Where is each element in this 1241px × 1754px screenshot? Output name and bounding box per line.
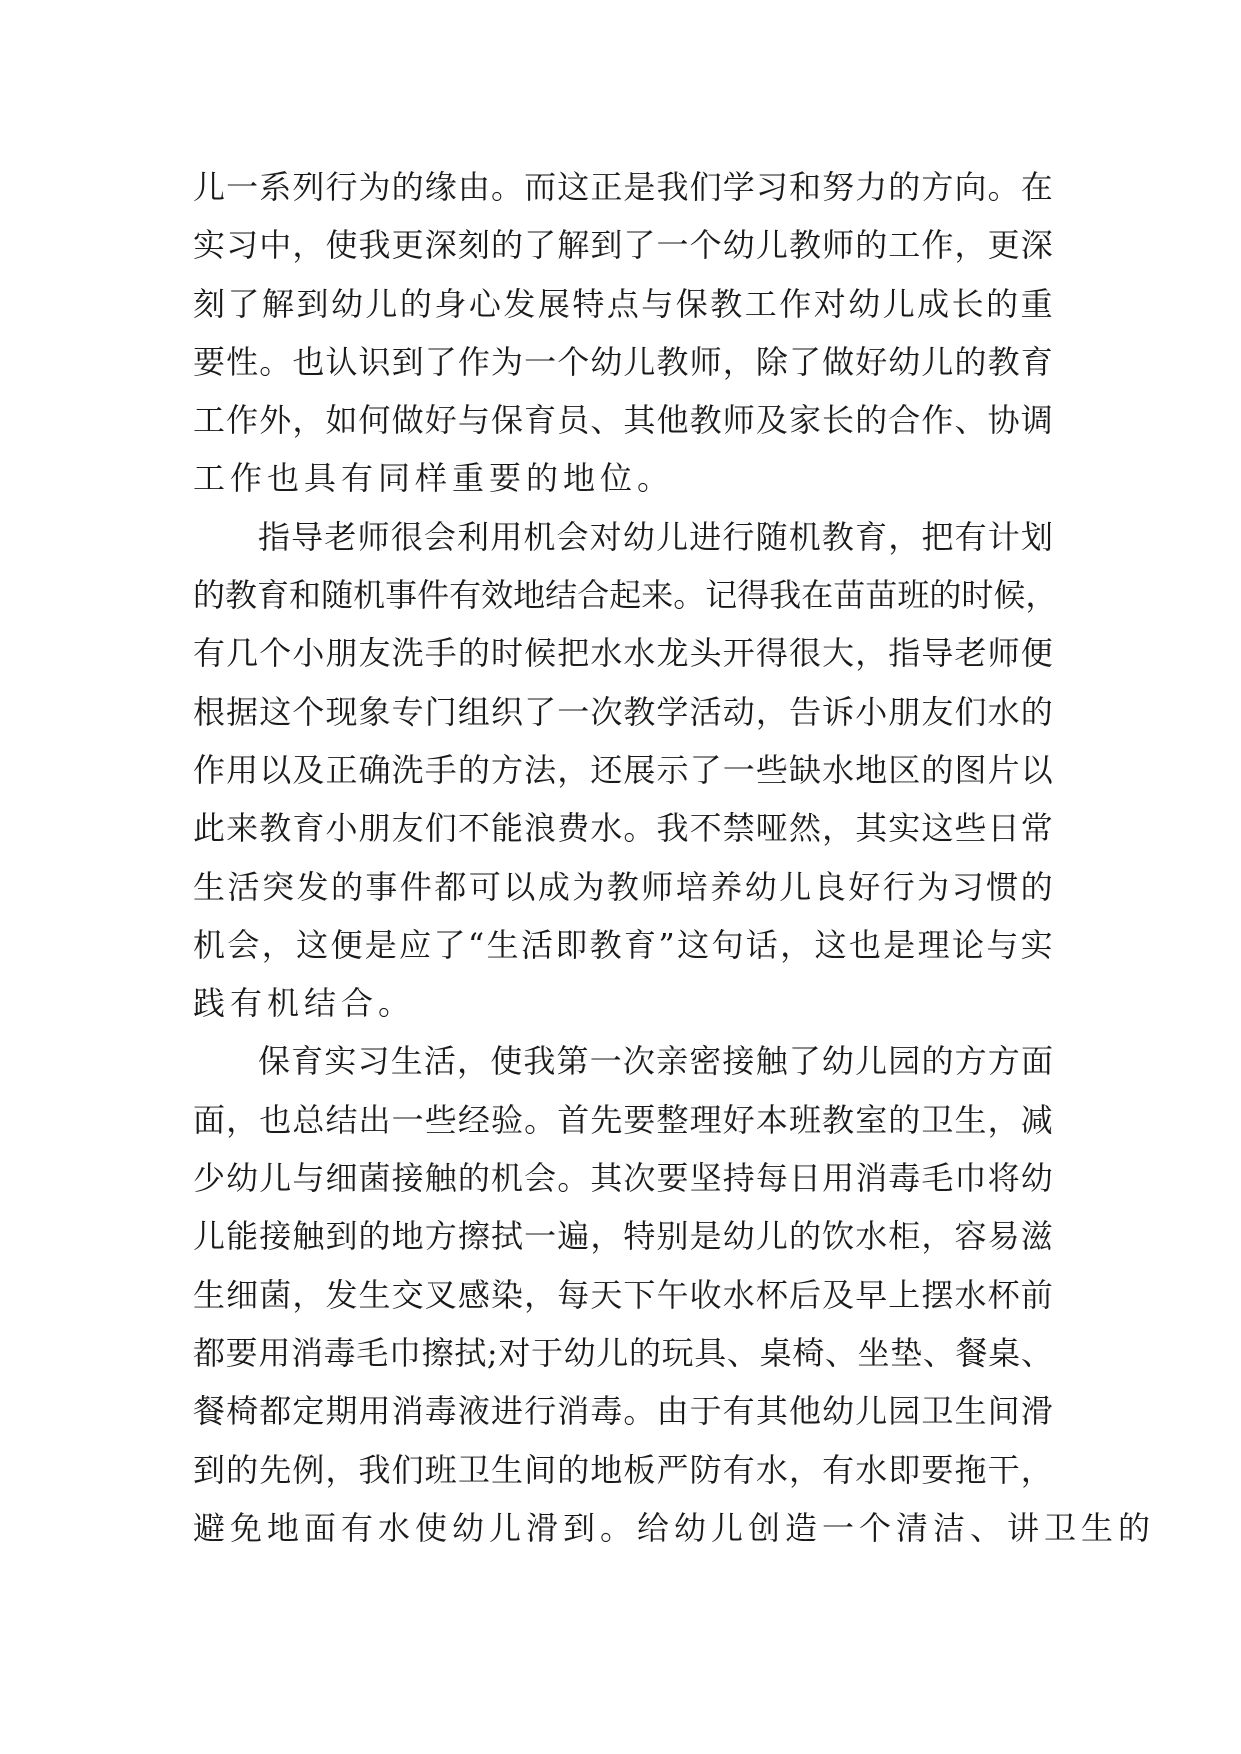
text-line: 生 细 菌 ， 发 生 交 叉 感 染 ， 每 天 下 午 收 水 杯 后 及 早 上 摆 水 杯 前 [193, 1275, 1053, 1314]
text-line: 机 会 ， 这 便 是 应 了 “ 生 活 即 教 育 ” 这 句 话 ， 这 也 是 理 论 与 实 [193, 925, 1053, 964]
text-line: 面 ， 也 总 结 出 一 些 经 验 。 首 先 要 整 理 好 本 班 教 室 的 卫 生 ， 减 [193, 1100, 1053, 1139]
text-line: 践有机结合。 [193, 984, 416, 1023]
text-line: 到 的 先 例 ， 我 们 班 卫 生 间 的 地 板 严 防 有 水 ， 有 水 即 要 拖 干 ， [193, 1450, 1053, 1489]
text-line: 少 幼 儿 与 细 菌 接 触 的 机 会 。 其 次 要 坚 持 每 日 用 消 毒 毛 巾 将 幼 [193, 1159, 1053, 1198]
text-line: 要 性 。 也 认 识 到 了 作 为 一 个 幼 儿 教 师 ， 除 了 做 好 幼 儿 的 教 育 [193, 342, 1053, 381]
text-line: 有 几 个 小 朋 友 洗 手 的 时 候 把 水 水 龙 头 开 得 很 大 ， 指 导 老 师 便 [193, 634, 1053, 673]
text-line: 生 活 突 发 的 事 件 都 可 以 成 为 教 师 培 养 幼 儿 良 好 行 为 习 惯 的 [193, 867, 1053, 906]
text-line: 作 用 以 及 正 确 洗 手 的 方 法 ， 还 展 示 了 一 些 缺 水 地 区 的 图 片 以 [193, 750, 1053, 789]
text-line: 避免地面有水使幼儿滑到。给幼儿创造一个清洁、讲卫生的 [193, 1508, 1156, 1547]
text-line: 儿 一 系 列 行 为 的 缘 由 。 而 这 正 是 我 们 学 习 和 努 力 的 方 向 。 在 [193, 168, 1053, 206]
text-line: 此 来 教 育 小 朋 友 们 不 能 浪 费 水 。 我 不 禁 哑 然 ， 其 实 这 些 日 常 [193, 809, 1053, 848]
text-line: 根 据 这 个 现 象 专 门 组 织 了 一 次 教 学 活 动 ， 告 诉 小 朋 友 们 水 的 [193, 692, 1053, 731]
text-line: 刻 了 解 到 幼 儿 的 身 心 发 展 特 点 与 保 教 工 作 对 幼 儿 成 长 的 重 [193, 284, 1053, 323]
document-body [193, 158, 1156, 1557]
text-line: 餐 椅 都 定 期 用 消 毒 液 进 行 消 毒 。 由 于 有 其 他 幼 儿 园 卫 生 间 滑 [193, 1392, 1053, 1431]
paragraph [193, 1032, 1156, 1557]
text-line: 都 要 用 消 毒 毛 巾 擦 拭 ; 对 于 幼 儿 的 玩 具 、 桌 椅 、 坐 垫 、 餐 桌 、 [193, 1333, 1053, 1372]
text-line: 工 作 外 ， 如 何 做 好 与 保 育 员 、 其 他 教 师 及 家 长 的 合 作 、 协 调 [193, 401, 1053, 440]
paragraph [193, 158, 1053, 508]
text-line: 工作也具有同样重要的地位。 [193, 459, 675, 498]
text-line: 保 育 实 习 生 活 ， 使 我 第 一 次 亲 密 接 触 了 幼 儿 园 的 方 方 面 [258, 1042, 1053, 1081]
text-line: 指 导 老 师 很 会 利 用 机 会 对 幼 儿 进 行 随 机 教 育 ， 把 有 计 划 [258, 517, 1053, 556]
text-line: 实 习 中 ， 使 我 更 深 刻 的 了 解 到 了 一 个 幼 儿 教 师 的 工 作 ， 更 深 [193, 226, 1053, 265]
paragraph [193, 508, 1058, 1033]
text-line: 的 教 育 和 随 机 事 件 有 效 地 结 合 起 来 。 记 得 我 在 苗 苗 班 的 时 候 ， [193, 576, 1058, 615]
text-line: 儿 能 接 触 到 的 地 方 擦 拭 一 遍 ， 特 别 是 幼 儿 的 饮 水 柜 ， 容 易 滋 [193, 1217, 1053, 1256]
